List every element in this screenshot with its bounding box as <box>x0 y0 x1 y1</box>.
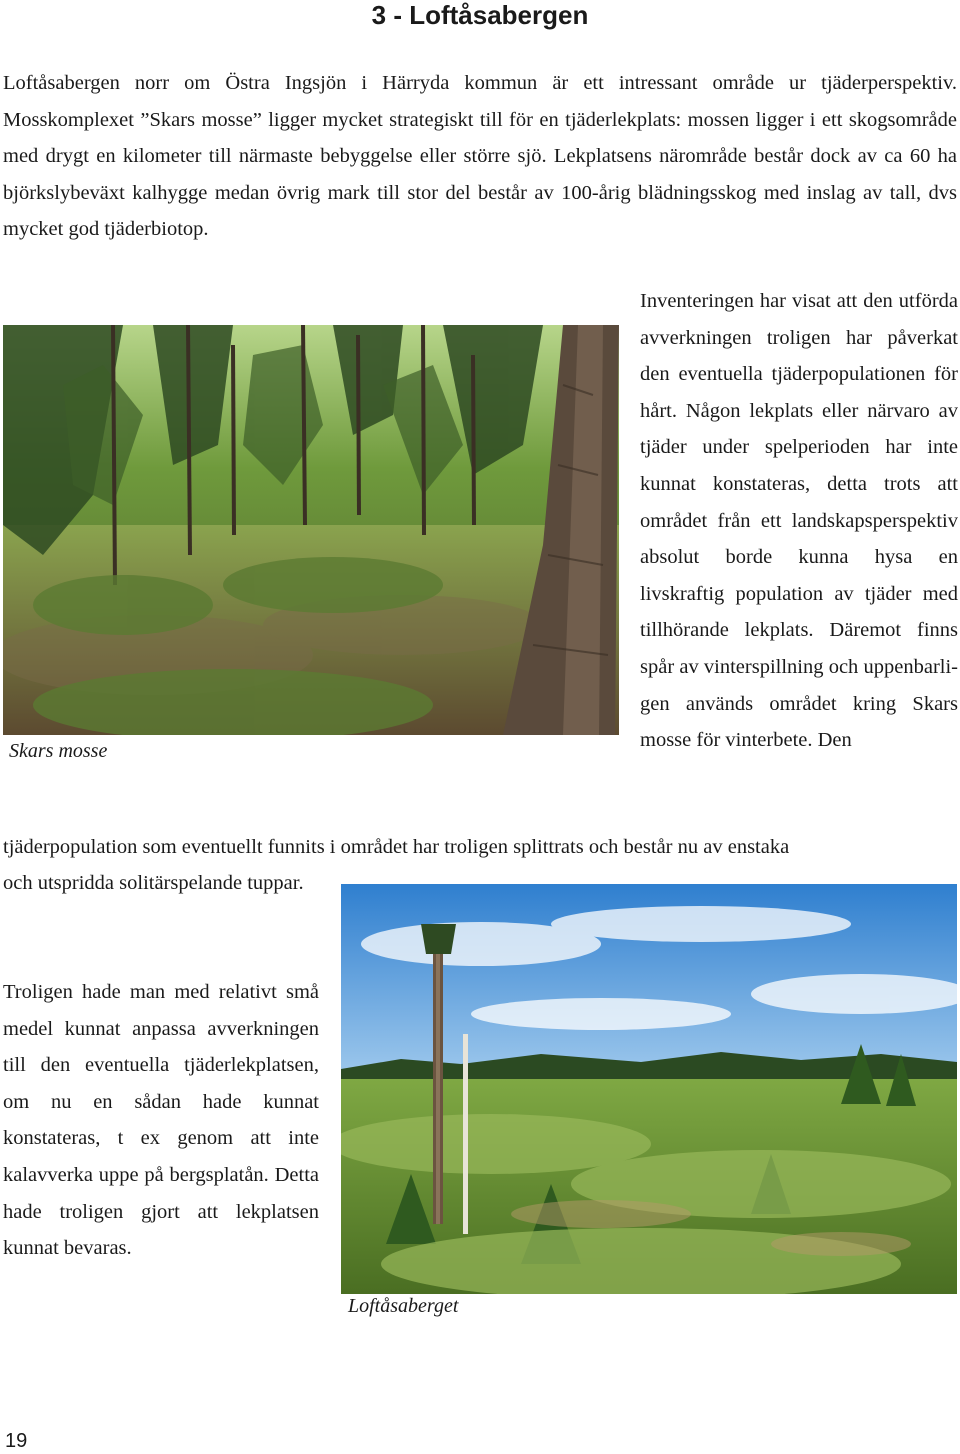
page-title: 3 - Loftåsabergen <box>371 0 589 30</box>
inventory-side-paragraph: Inventeringen har visat att den utförda avverkningen troligen har påverkat den eventuella tjäderpopulationen för hårt. Någon lekplats eller närvaro av tjäder under spelperioden har inte kunnat konstateras, detta trots att området från ett landskapsperspektiv absolut borde kunna hysa en livskraftig population av tjäder med tillhörande lekplats. Däremot finns spår av vinterspillning och uppenbarligen används området kring Skars mosse för vinterbete. Den <box>640 290 958 752</box>
clearcut-photo <box>341 884 957 1294</box>
forest-photo <box>3 325 619 735</box>
page-number: 19 <box>5 1430 28 1452</box>
conclusion-paragraph: Troligen hade man med relativt små medel kunnat anpassa avverkningen till den eventuella tjäderlekplatsen, om nu en sådan hade kunnat konstateras, t ex genom att inte kalavverka uppe på bergsplatån. Detta hade troligen gjort att lekplatsen kunnat bevaras. <box>3 981 319 1260</box>
clearcut-image <box>341 884 957 1294</box>
inventory-full-line: tjäderpopulation som eventuellt funnits i området har troligen splittrats och består nu av enstaka <box>3 836 790 858</box>
clearcut-caption: Loftåsaberget <box>348 1295 459 1317</box>
inventory-end-paragraph: och utspridda solitärspelande tuppar. <box>3 872 304 894</box>
forest-image <box>3 325 619 735</box>
forest-caption: Skars mosse <box>9 740 108 762</box>
intro-paragraph: Loftåsabergen norr om Östra Ingsjön i Härryda kommun är ett intressant område ur tjäderperspektiv. Mosskomplexet ”Skars mosse” ligger mycket strategiskt till för en tjäderlekplats: mossen ligger i ett skogsområde med drygt en kilometer till närmaste bebyggelse eller större sjö. Lekplatsens närområde består dock av ca 60 ha björkslybeväxt kalhygge medan övrig mark till stor del består av 100-årig blädningsskog med inslag av tall, dvs mycket god tjäderbiotop. <box>3 72 957 241</box>
